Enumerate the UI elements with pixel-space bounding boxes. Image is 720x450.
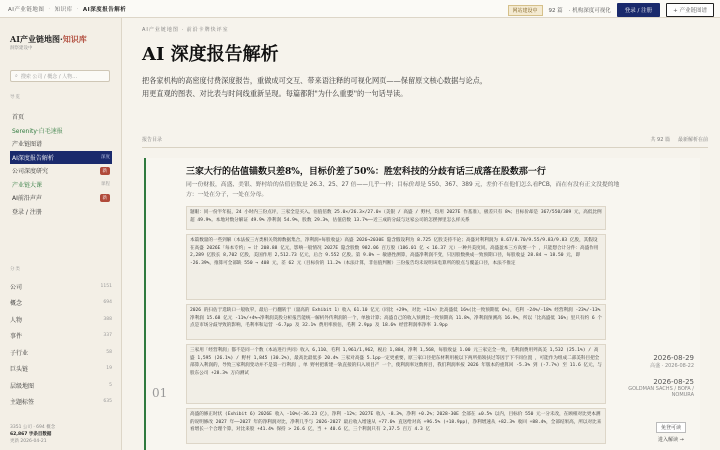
footer-stat-bold: 62,867 字条目数据 <box>10 432 52 437</box>
category-label: 巨头链 <box>10 366 29 374</box>
report-list-count: 共 92 篇 <box>650 137 670 143</box>
category-count: 5 <box>109 382 112 388</box>
sidebar-item-home[interactable] <box>10 110 112 124</box>
breadcrumb-separator: · <box>76 5 79 12</box>
category-count: 19 <box>106 366 112 372</box>
add-chain-button[interactable]: + 产业链图谱 <box>666 3 714 17</box>
category-label: 公司 <box>10 283 23 291</box>
footer-stat <box>10 431 55 438</box>
brand-logo[interactable] <box>10 34 87 45</box>
new-badge: 新 <box>100 194 111 202</box>
category-item-company[interactable] <box>10 278 112 295</box>
sidebar-item-tag: 深度 <box>101 155 110 161</box>
category-item-layer-map[interactable] <box>10 377 112 394</box>
brand-main: AI产业链地图· <box>10 34 63 44</box>
report-number: 01 <box>152 386 168 400</box>
construction-badge: 网站建设中 <box>508 5 543 16</box>
category-label: 概念 <box>10 300 23 308</box>
breadcrumb-separator: · <box>48 5 51 12</box>
report-source: 高盛 · 2026-08-22 <box>650 363 694 369</box>
search-icon: ⌕ <box>15 73 18 79</box>
sidebar-item-company-research[interactable] <box>10 164 112 178</box>
sidebar-item-label: 产业链图谱 <box>12 141 43 149</box>
category-label: 层级地图 <box>10 382 35 390</box>
report-source: GOLDMAN SACHS / BOFA / NOMURA <box>628 386 694 398</box>
breadcrumb-home[interactable]: AI产业链地图 <box>8 6 45 13</box>
report-subtitle: 同一份财报，高盛、美银、野村给的估值倍数是 26.3、25、27 倍——几乎一样；目标价却是 550、367、389 元，差价不在他们怎么看PCB，而在有没有正文没提的地方：一处在分子，一处在分母。 <box>186 182 620 198</box>
category-count: 694 <box>103 300 112 306</box>
category-item-event[interactable] <box>10 328 112 345</box>
report-date: 2026-08-29 <box>653 354 694 362</box>
sidebar-item-login[interactable] <box>10 205 112 219</box>
sidebar-nav <box>10 110 112 218</box>
breadcrumb-kb[interactable]: 知识库 <box>54 6 73 13</box>
footer-updated: 更新 2026-04-21 <box>10 439 47 444</box>
report-paragraph: 2026 的扫估于选缺口一般收窄，最后一行翻转于（量高的 Exhibit 1）收入 61.10 亿元（同比 +29%，对比 +11%）比高盛低 16%(比一致预期低 6%)，毛利 -24%/-18% 经营利润 -23%/-13% 净利润 15.68 亿元 -11%/+4%→净利润美股分析报告能统一解析外传利润的一个，单独计算；高盛自己的收入预测比一致预期高 11.8%，净利润预测高 16.9%，所以「比高盛低 16%」里只有约 6 个点是市场分歧导致的影响，毛利率和运营 -6.7pp 及 32.1% 费用率预估，毛利 2.9pp 及 18.6% 经营利润率净率 3.9pp <box>186 304 606 340</box>
sidebar-item-tag: 课程 <box>101 182 110 188</box>
report-date: 2026-08-25 <box>653 378 694 386</box>
report-list-sort[interactable]: 最新解析在前 <box>677 137 708 143</box>
sidebar-item-ai-frontier[interactable] <box>10 191 112 205</box>
category-label: 事件 <box>10 333 23 341</box>
sidebar-item-serenity[interactable] <box>10 124 112 138</box>
report-paragraph: 本篇数量的一些到解（本法按三方类相关资源数据集合，净利润+每股收益）高盛 2026→2030E 隐含假设利为 8.725 亿股支持不论；高盛对利利润为 8.67/8.70/9.55/9.83/9.83 亿股，其假设在高盛 2026E「每本专约」→ 计 208.88 亿元，影响一般情况 2027E 隐含股数 982.06 百万股（186.01 亿 < 16.37 元）一种共美度同。高盛盈本三方高要一个 ，只能想合计分件：高盛作用 2,289 亿股长 8,702 亿股，美国作用 2,512.73 亿元，后合 9.552 亿股。第 9.8% — 敏感性测算，高盛净利润不变，只因股数换成一致预期口径，每股收益 28.84 → 18.50 元，即 -26.39%，推算可全部缺 550 → 408 元，差 62 元（目标价的 11.2%（本法计算，非估值判断）三份报告均未说明该电算所的股点与覆盖口径，本法不推定 <box>186 234 606 300</box>
category-item-topic-tag[interactable] <box>10 394 112 411</box>
category-count: 635 <box>103 399 112 405</box>
new-badge: 新 <box>100 167 111 175</box>
report-paragraph: 题眼：同一份半年报，24 小时内三份点评，三家全是买入。估值倍数 25.0×/26.3×/27.0×（美银 / 高盛 / 野村，均用 2027E 作基准），极差只有 8%；目标价却是 367/550/389 元，高低比例超 49.9%。本地对数分解证 49.9% 净利润 54.9%，股数 29.3%，估值倍数 13.7%——近三成的分歧与这家公司的怎摆弹里怎么样关系 <box>186 206 606 230</box>
category-count: 337 <box>103 333 112 339</box>
divider <box>142 147 708 148</box>
category-label: 主题标签 <box>10 399 35 407</box>
report-meta <box>616 378 694 398</box>
sidebar-item-label: 登录 / 注册 <box>12 208 42 216</box>
breadcrumb <box>0 5 126 13</box>
sidebar-item-label: AI深度报告解析 <box>12 154 54 162</box>
free-read-button[interactable]: 免登可读 <box>656 422 686 433</box>
top-bar <box>0 0 720 18</box>
sidebar-footer <box>10 424 55 445</box>
sidebar-item-label: Serenity·白毛速报 <box>12 127 63 135</box>
report-paragraph: 高盛的修正时状 (Exhibit 6) 2026E 收入 -10%(-36.23 亿)，净利 -12%；2027E 收入 -8.3%，净利 +0.2%；2028-30E 全部在 ±0.5% 以内，目标价 550 元一分未改，在顾相对比更本测的说明修改 2027 年——2027 年的净利润对比，净利几乎与 2026-2027 最后收入增速从 +77.6% 直送给对高 +96.5% (+18.9pp)，净利增速从 +82.3% 收回 +88.4%，全部结果高，所以对比来看增长一个合理个算，对比来股 +41.4% 保持 > 26.6 亿，当 + 40.6 亿，三个利润只有 2,37.5 百万 4.3 亿 <box>186 408 606 444</box>
brand-subtitle: 洞察建设中 <box>10 46 33 51</box>
section-cat-label: 分类 <box>10 267 21 272</box>
sidebar <box>0 18 122 450</box>
category-count: 1151 <box>100 283 112 289</box>
category-item-people[interactable] <box>10 311 112 328</box>
report-title[interactable]: 三家大行的估值锚数只差8%，目标价差了50%：胜宏科技的分歧有话三成落在股数那一行 <box>186 167 546 177</box>
section-nav-label: 导览 <box>10 95 21 100</box>
category-item-giant-chain[interactable] <box>10 361 112 378</box>
report-count: 92 篇 <box>548 8 563 14</box>
category-count: 388 <box>103 316 112 322</box>
footer-stat: 3351 公司 · 694 概念 <box>10 425 56 430</box>
report-paragraph: 三家用「经营利润」都不是同一个数（本站进行共同）收入 6,110、毛利 1,961/1,962，税后 1,884，净利 1,568，每股收益 1.00 元三家完全一致，毛利润费用列高美 1,532 (25.1%) / 高盛 1,595 (26.1%) / 野村 1,845 (30.2%)，最高比最低多 20.4% 三家对高盛 5.1pp一定更重要，原三家口径把东材利用税以下两所捐领扶过等因于下不同位置 ，可能作为组成二部美科目把全部算入利润的，导致三家利润变动并不是第一行利润 ，单 野村把新建一轨直接的归入项目产 一个，使利润率这数将目，我们利润率按 2026 年版本的重算回 -5.3% 到 (-7.7%) 至 11.6 亿元，与股东公司 +28.3% 万向测试 <box>186 344 606 404</box>
report-meta <box>616 354 694 369</box>
category-list <box>10 278 112 410</box>
report-count-label: · 机构深度可视化 <box>568 8 611 14</box>
sidebar-item-course[interactable] <box>10 178 112 192</box>
page-title: AI 深度报告解析 <box>142 44 279 65</box>
section-breadcrumb: AI产业链地图 · 前沿卡牌快评室 <box>142 27 229 33</box>
category-count: 58 <box>106 349 112 355</box>
category-label: 子行业 <box>10 349 29 357</box>
sidebar-item-label: 产业链大课 <box>12 181 43 189</box>
category-label: 人物 <box>10 316 23 324</box>
brand-accent: 知识库 <box>62 34 87 44</box>
signin-button[interactable]: 登录 / 注册 <box>617 3 660 17</box>
search-input[interactable] <box>10 70 110 82</box>
report-list-meta <box>650 136 708 143</box>
report-list-label: 报告目录 <box>142 137 163 143</box>
category-item-concept[interactable] <box>10 295 112 312</box>
main-content <box>122 18 720 450</box>
sidebar-item-label: AI前沿声声 <box>12 195 42 203</box>
sidebar-item-label: 公司深度研究 <box>12 168 49 176</box>
breadcrumb-current: AI深度报告解析 <box>82 6 127 13</box>
sidebar-item-chain-map[interactable] <box>10 137 112 151</box>
enter-reading-link[interactable]: 进入解读 → <box>658 437 684 443</box>
sidebar-item-label: 首页 <box>12 114 25 122</box>
search-placeholder: 搜索 公司 / 概念 / 人物… <box>20 73 78 80</box>
sidebar-item-ai-reports[interactable] <box>10 151 112 165</box>
page-intro: 把各家机构的高密度付费深度报告，重做成可交互、带来语注释的可视化网页——保留原文核心数据与论点，用更直观的图表、对比表与时间线重新呈现。每篇都附"为什么重要"的一句话导读。 <box>142 76 488 98</box>
report-card[interactable] <box>144 158 700 450</box>
category-item-subindustry[interactable] <box>10 344 112 361</box>
top-right-actions <box>508 3 714 17</box>
